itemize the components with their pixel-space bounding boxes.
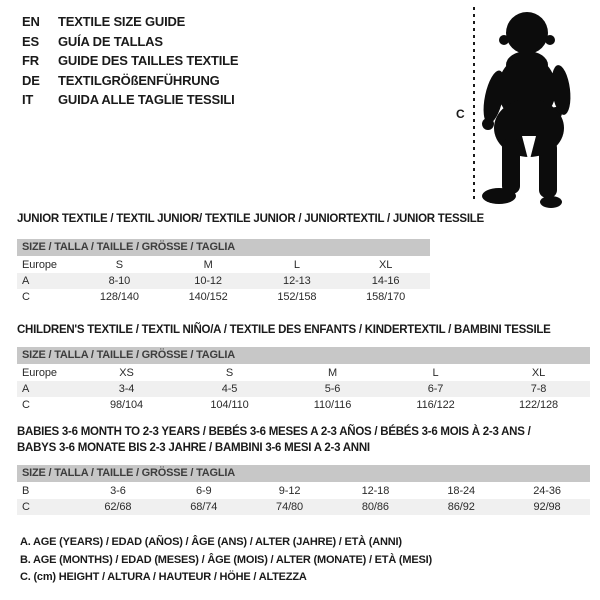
table-cell: 3-4: [118, 383, 135, 395]
height-dimension-label: C: [456, 107, 465, 121]
language-row: [22, 71, 238, 91]
table-cell: 10-12: [194, 275, 222, 287]
table-row: [17, 273, 430, 289]
table-cell: L: [293, 259, 300, 271]
table-cell: 92/98: [533, 501, 561, 513]
language-code: FR: [22, 53, 39, 68]
language-code: DE: [22, 72, 40, 88]
size-header-bar: SIZE / TALLA / TAILLE / GRÖSSE / TAGLIA: [17, 347, 590, 364]
table-cell: 152/158: [277, 291, 317, 303]
babies-size-table: [17, 465, 590, 515]
language-row: [22, 51, 238, 71]
children-section-title: CHILDREN'S TEXTILE / TEXTIL NIÑO/A / TEXTILE DES ENFANTS / KINDERTEXTIL / BAMBINI TESSILE: [17, 324, 551, 336]
row-label: A: [22, 275, 30, 287]
table-cell: 6-9: [195, 485, 212, 497]
table-cell: 110/116: [313, 399, 352, 411]
footnote-b: B. AGE (MONTHS) / EDAD (MESES) / ÂGE (MOIS) / ALTER (MONATE) / ETÀ (MESI): [20, 553, 432, 566]
table-cell: 14-16: [371, 275, 400, 287]
size-header-bar: SIZE / TALLA / TAILLE / GRÖSSE / TAGLIA: [17, 465, 590, 482]
table-cell: 12-18: [361, 485, 390, 497]
table-cell: 5-6: [324, 383, 341, 395]
language-row: [22, 32, 238, 52]
language-list: [22, 12, 238, 110]
row-label: Europe: [22, 259, 57, 271]
table-cell: 6-7: [427, 383, 444, 395]
table-cell: XS: [119, 367, 134, 379]
table-row: [17, 483, 590, 499]
row-label: C: [22, 291, 30, 303]
table-cell: 98/104: [109, 399, 144, 411]
footnotes: [20, 534, 432, 587]
table-cell: 8-10: [108, 275, 131, 287]
language-code: IT: [22, 92, 34, 107]
table-cell: S: [225, 367, 234, 379]
table-cell: M: [327, 367, 338, 379]
table-cell: 128/140: [99, 291, 139, 303]
table-cell: 68/74: [190, 501, 218, 513]
table-row: [17, 397, 590, 413]
junior-size-table: [17, 239, 430, 305]
row-label: C: [22, 399, 30, 411]
table-cell: 158/170: [366, 291, 406, 303]
table-cell: 9-12: [278, 485, 301, 497]
table-cell: 24-36: [533, 485, 561, 497]
table-cell: 104/110: [210, 399, 249, 411]
table-row: [17, 499, 590, 515]
table-cell: 7-8: [530, 383, 547, 395]
table-cell: 12-13: [283, 275, 311, 287]
babies-section-title: [17, 424, 531, 456]
table-row: [17, 257, 430, 273]
language-label: TEXTILGRÖßENFÜHRUNG: [58, 72, 220, 88]
table-row: [17, 365, 590, 381]
table-cell: 62/68: [104, 501, 132, 513]
table-cell: 80/86: [361, 501, 389, 513]
table-cell: XL: [531, 367, 546, 379]
table-cell: XL: [378, 259, 393, 271]
language-label: GUIDE DES TAILLES TEXTILE: [58, 53, 239, 68]
table-cell: S: [115, 259, 123, 271]
footnote-c: C. (cm) HEIGHT / ALTURA / HAUTEUR / HÖHE / ALTEZZA: [20, 571, 307, 583]
language-code: EN: [22, 14, 40, 29]
row-label: Europe: [22, 367, 57, 379]
footnote-a: A. AGE (YEARS) / EDAD (AÑOS) / ÂGE (ANS) / ALTER (JAHRE) / ETÀ (ANNI): [20, 536, 402, 548]
table-cell: 140/152: [188, 291, 228, 303]
table-cell: 4-5: [221, 383, 238, 395]
table-cell: 74/80: [276, 501, 304, 513]
table-cell: 116/122: [416, 399, 455, 411]
babies-title-line-2: BABYS 3-6 MONATE BIS 2-3 JAHRE / BAMBINI 3-6 MESI A 2-3 ANNI: [17, 442, 370, 454]
table-cell: 122/128: [518, 399, 559, 411]
language-row: [22, 90, 238, 110]
row-label: C: [22, 501, 30, 513]
language-label: TEXTILE SIZE GUIDE: [58, 14, 186, 29]
table-cell: M: [203, 259, 213, 271]
row-label: A: [22, 383, 30, 395]
size-header-bar: SIZE / TALLA / TAILLE / GRÖSSE / TAGLIA: [17, 239, 430, 256]
table-cell: 86/92: [447, 501, 475, 513]
language-label: GUÍA DE TALLAS: [58, 33, 163, 49]
junior-section-title: JUNIOR TEXTILE / TEXTIL JUNIOR/ TEXTILE JUNIOR / JUNIORTEXTIL / JUNIOR TESSILE: [17, 213, 484, 225]
language-label: GUIDA ALLE TAGLIE TESSILI: [58, 92, 235, 107]
row-label: B: [22, 485, 30, 497]
table-cell: 18-24: [447, 485, 476, 497]
children-size-table: [17, 347, 590, 413]
babies-title-line-1: BABIES 3-6 MONTH TO 2-3 YEARS / BEBÉS 3-6 MESES A 2-3 AÑOS / BÉBÉS 3-6 MOIS À 2-3 ANS /: [17, 426, 531, 438]
table-cell: L: [432, 367, 439, 379]
language-row: [22, 12, 238, 32]
table-cell: 3-6: [110, 485, 126, 497]
table-row: [17, 289, 430, 305]
table-row: [17, 381, 590, 397]
language-code: ES: [22, 33, 39, 49]
